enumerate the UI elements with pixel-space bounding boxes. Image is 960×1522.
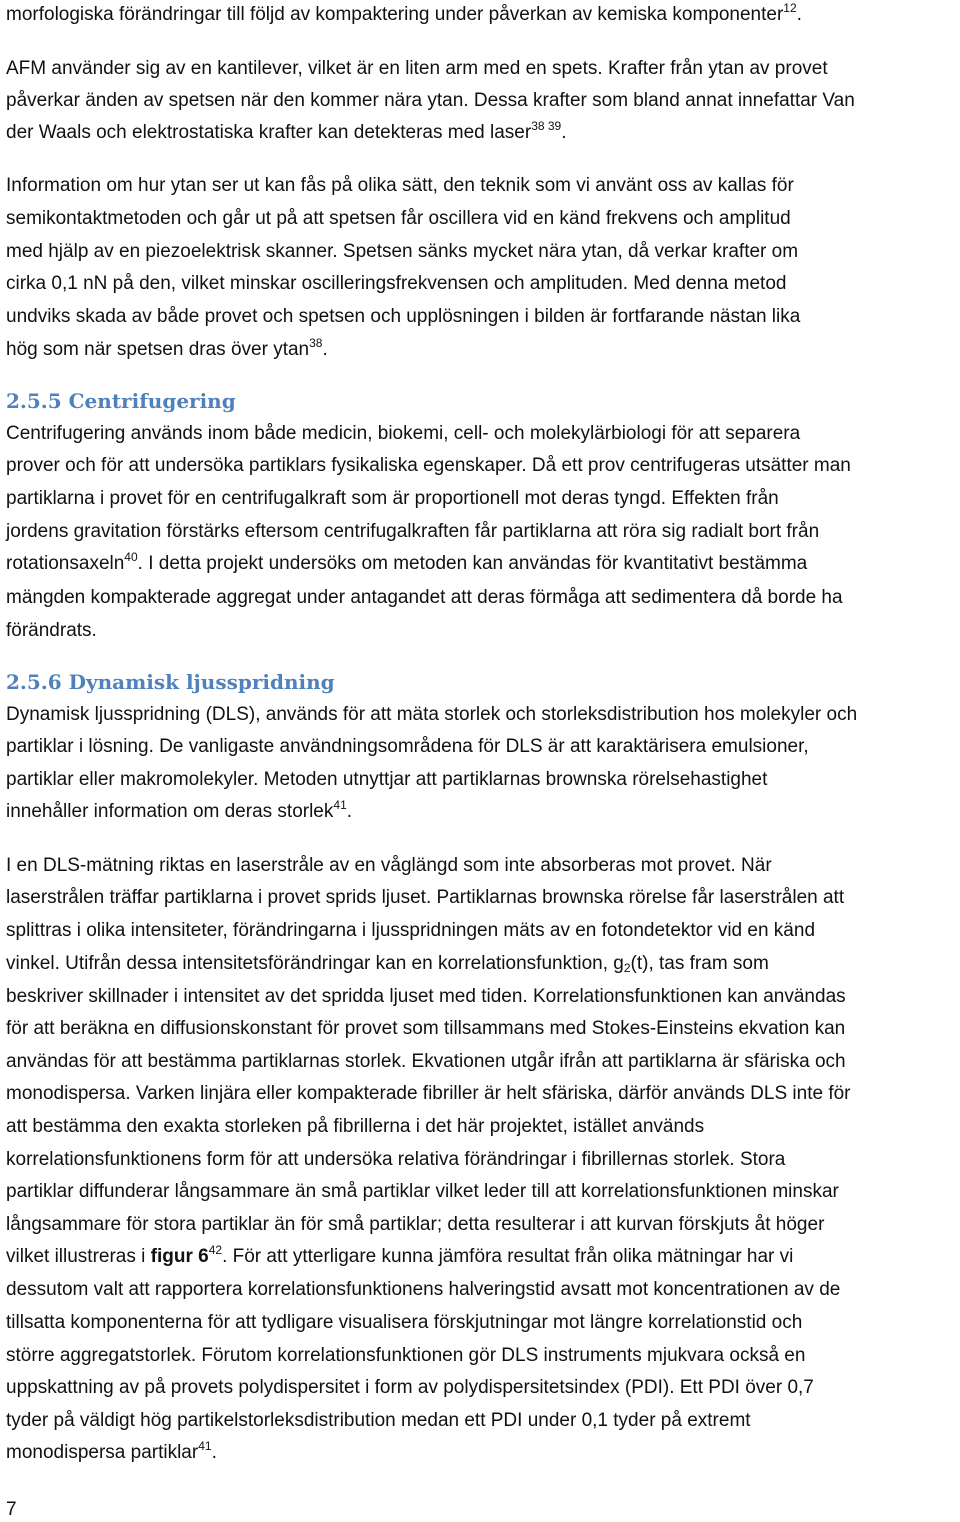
text-line: mängden kompakterade aggregat under antagandet att deras förmåga att sedimentera då borde ha — [6, 587, 843, 608]
text-line: tyder på väldigt hög partikelstorleksdistribution medan ett PDI under 0,1 tyder på extremt — [6, 1410, 751, 1431]
text-line: beskriver skillnader i intensitet av det spridda ljuset med tiden. Korrelationsfunktionen kan användas — [6, 986, 846, 1007]
text-line: morfologiska förändringar till följd av kompaktering under påverkan av kemiska komponenter$^{12}$. — [6, 1, 802, 25]
page-number: 7 — [6, 1499, 17, 1520]
text-line: semikontaktmetoden och går ut på att spetsen får oscillera vid en känd frekvens och amplitud — [6, 208, 791, 229]
text-line: Dynamisk ljusspridning (DLS), används för att mäta storlek och storleksdistribution hos molekyler och — [6, 704, 858, 725]
text-line: prover och för att undersöka partiklars fysikaliska egenskaper. Då ett prov centrifugeras utsätter man — [6, 455, 851, 476]
text-line: partiklar eller makromolekyler. Metoden utnyttjar att partiklarnas brownska rörelsehastighet — [6, 769, 768, 790]
text-line: cirka 0,1 nN på den, vilket minskar oscilleringsfrekvensen och amplituden. Med denna metod — [6, 273, 787, 294]
text-line: Information om hur ytan ser ut kan fås på olika sätt, den teknik som vi använt oss av kallas för — [6, 175, 794, 196]
text-line: splittras i olika intensiteter, förändringarna i ljusspridningen mäts av en fotondetektor vid en känd — [6, 920, 816, 941]
text-line: korrelationsfunktionens form för att undersöka relativa förändringar i fibrillernas storlek. Stora — [6, 1149, 786, 1170]
section-heading-centrifugering: 2.5.5 Centrifugering — [6, 389, 236, 413]
text-line: monodispersa. Varken linjära eller kompakterade fibriller är helt sfäriska, därför används DLS inte för — [6, 1083, 851, 1104]
text-line: långsammare för stora partiklar än för små partiklar; detta resulterar i att kurvan förskjuts åt höger — [6, 1214, 825, 1235]
text-line: undviks skada av både provet och spetsen och upplösningen i bilden är fortfarande nästan lika — [6, 306, 801, 327]
text-line: innehåller information om deras storlek$^{41}$. — [6, 798, 353, 822]
text-line: större aggregatstorlek. Förutom korrelationsfunktionen gör DLS instruments mjukvara också en — [6, 1345, 806, 1366]
text-line: vinkel. Utifrån dessa intensitetsförändringar kan en korrelationsfunktion, $g_2(t)$, tas fram som — [6, 953, 769, 975]
text-line: förändrats. — [6, 620, 97, 641]
text-line: partiklar i lösning. De vanligaste användningsområdena för DLS är att karaktärisera emulsioner, — [6, 736, 809, 757]
text-line: med hjälp av en piezoelektrisk skanner. Spetsen sänks mycket nära ytan, då verkar krafter om — [6, 241, 799, 262]
text-line: att bestämma den exakta storleken på fibrillerna i det här projektet, istället används — [6, 1116, 705, 1137]
text-line: dessutom valt att rapportera korrelationsfunktionens halveringstid avsatt mot koncentrationen av de — [6, 1279, 841, 1300]
text-line: I en DLS-mätning riktas en laserstråle av en våglängd som inte absorberas mot provet. När — [6, 855, 772, 876]
text-line: jordens gravitation förstärks eftersom centrifugalkraften får partiklarna att röra sig radialt bort från — [6, 521, 820, 542]
text-line: påverkar änden av spetsen när den kommer nära ytan. Dessa krafter som bland annat innefattar Van — [6, 90, 855, 111]
figure-reference: figur 6 — [150, 1246, 209, 1267]
text-line: vilket illustreras i figur $6^{42}$. För att ytterligare kunna jämföra resultat från olika mätningar har vi — [6, 1243, 794, 1267]
text-line: uppskattning av på provets polydispersitet i form av polydispersitetsindex (PDI). Ett PDI över 0,7 — [6, 1377, 814, 1398]
text-line: monodispersa partiklar$^{41}$. — [6, 1439, 217, 1463]
text-line: partiklar diffunderar långsammare än små partiklar vilket leder till att korrelationsfunktionen minskar — [6, 1181, 839, 1202]
text-line: tillsatta komponenterna för att tydligare visualisera förskjutningar mot längre korrelationstid och — [6, 1312, 803, 1333]
text-line: hög som när spetsen dras över ytan$^{38}$. — [6, 336, 328, 360]
text-line: partiklarna i provet för en centrifugalkraft som är proportionell mot deras tyngd. Effekten från — [6, 488, 779, 509]
text-line: Centrifugering används inom både medicin, biokemi, cell- och molekylärbiologi för att separera — [6, 423, 801, 444]
text-line: der Waals och elektrostatiska krafter kan detekteras med laser$^{38 39}$. — [6, 119, 567, 143]
text-line: för att beräkna en diffusionskonstant för provet som tillsammans med Stokes-Einsteins ekvation kan — [6, 1018, 846, 1039]
section-heading-dynamisk-ljusspridning: 2.5.6 Dynamisk ljusspridning — [6, 670, 335, 694]
text-line: rotationsaxeln$^{40}$. I detta projekt undersöks om metoden kan användas för kvantitativt bestämma — [6, 550, 808, 574]
text-line: AFM använder sig av en kantilever, vilket är en liten arm med en spets. Krafter från ytan av provet — [6, 58, 828, 79]
text-line: användas för att bestämma partiklarnas storlek. Ekvationen utgår ifrån att partiklarna är sfäriska och — [6, 1051, 846, 1072]
text-line: laserstrålen träffar partiklarna i provet sprids ljuset. Partiklarnas brownska rörelse får laserstrålen att — [6, 887, 845, 908]
